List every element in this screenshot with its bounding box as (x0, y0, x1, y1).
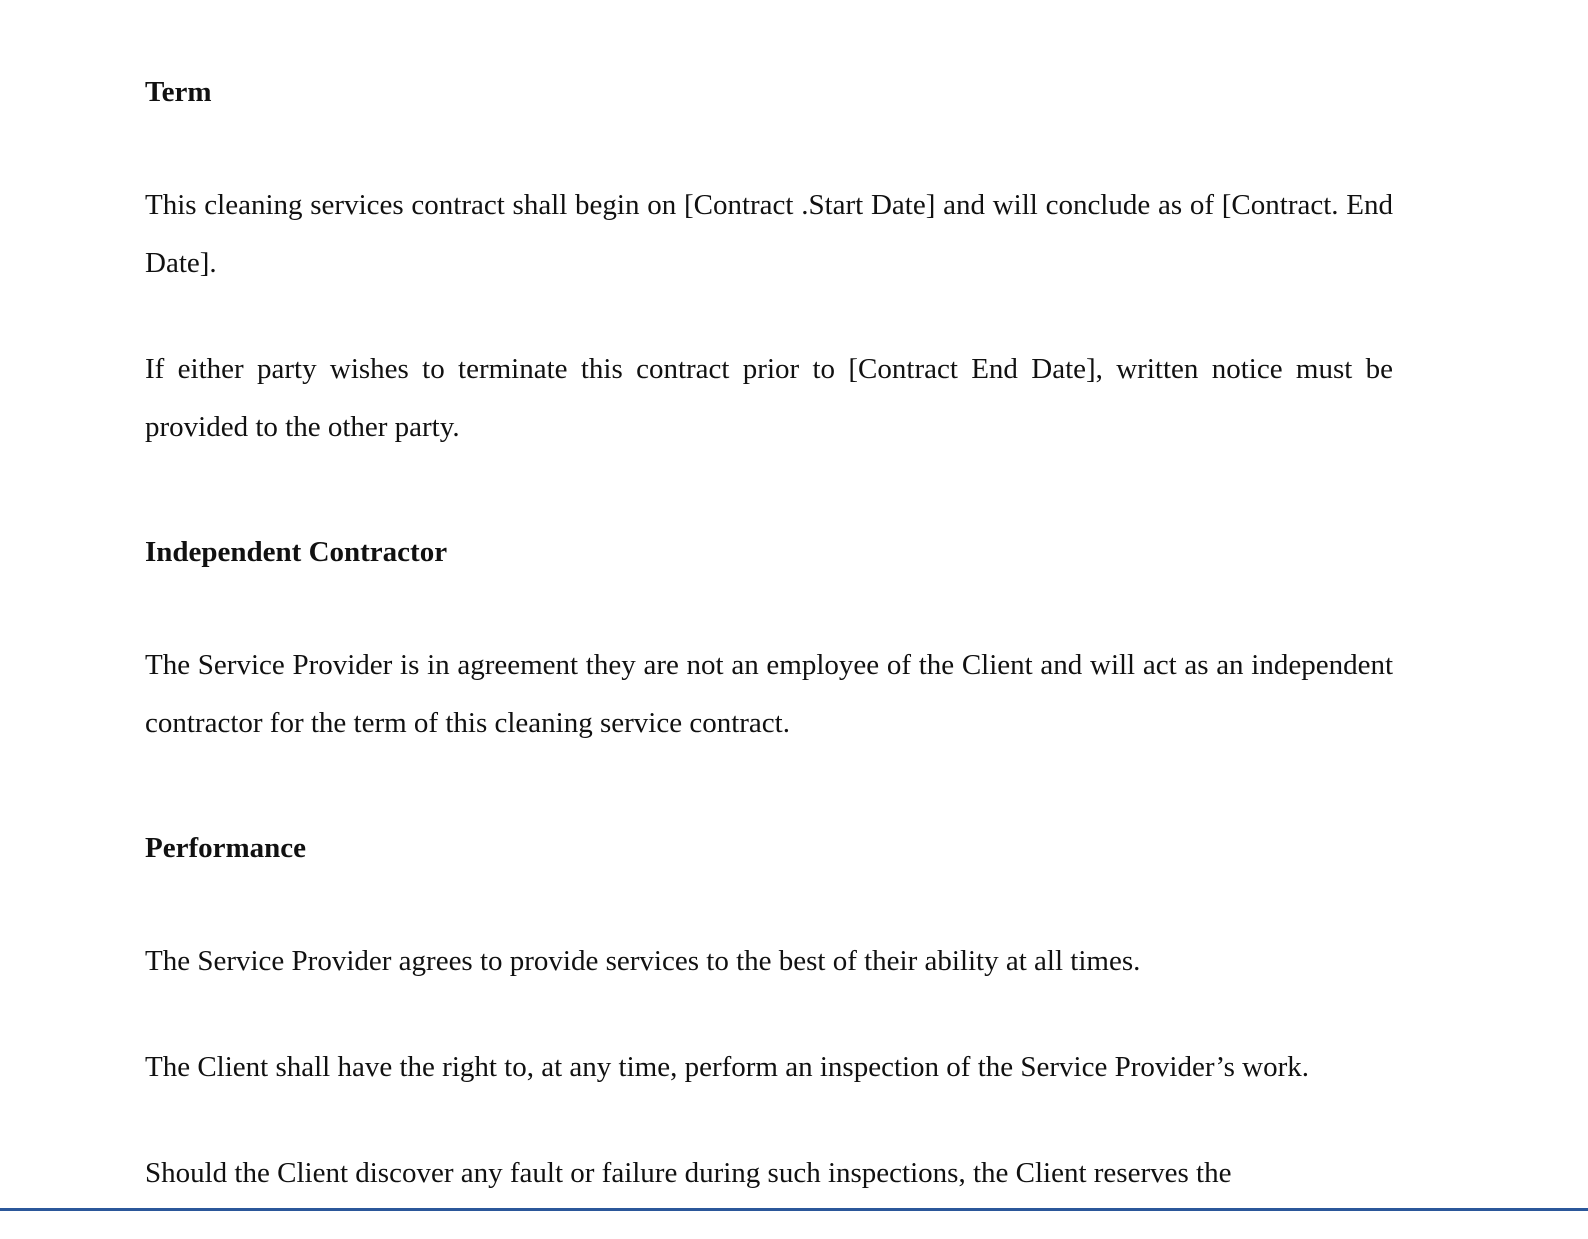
heading-performance: Performance (145, 832, 307, 864)
performance-paragraph-1: The Service Provider agrees to provide services to the best of their ability at all times. (145, 945, 1141, 977)
page-bottom-edge (0, 1208, 1588, 1239)
document-body (145, 72, 1393, 1202)
performance-paragraph-3-cut-off: Should the Client discover any fault or failure during such inspections, the Client reserves the (145, 1157, 1232, 1189)
performance-paragraph-2: The Client shall have the right to, at any time, perform an inspection of the Service Provider’s work. (145, 1051, 1309, 1083)
independent-contractor-paragraph: The Service Provider is in agreement they are not an employee of the Client and will act as an independent contractor for the term of this cleaning service contract. (145, 649, 1393, 739)
heading-independent-contractor: Independent Contractor (145, 536, 448, 568)
term-paragraph-2: If either party wishes to terminate this contract prior to [Contract End Date], written notice must be provided to the other party. (145, 353, 1393, 443)
heading-term: Term (145, 76, 212, 108)
term-paragraph-1: This cleaning services contract shall begin on [Contract .Start Date] and will conclude as of [Contract. End Date]. (145, 189, 1393, 279)
